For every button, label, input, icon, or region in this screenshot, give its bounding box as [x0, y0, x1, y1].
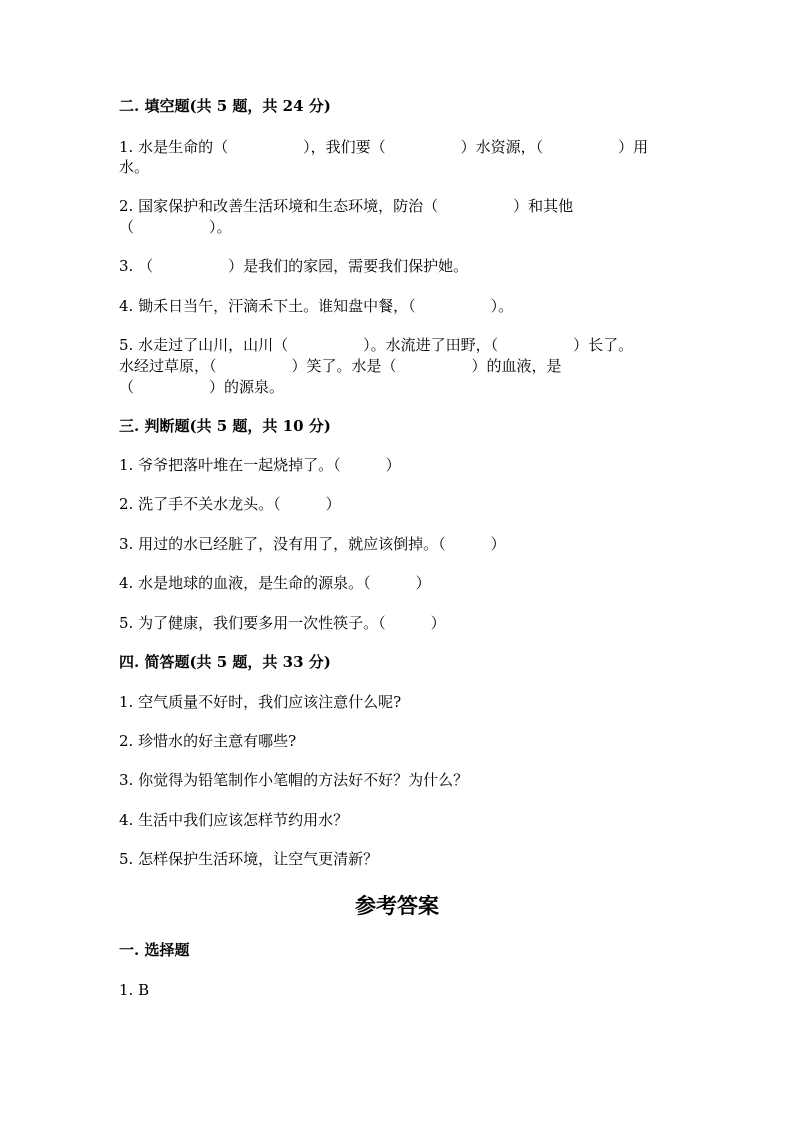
short-question-2: 2. 珍惜水的好主意有哪些? [119, 732, 297, 750]
judge-question-4: 4. 水是地球的血液，是生命的源泉。（ ） [119, 574, 431, 592]
fill-question-5-line-2: 水经过草原，（ ）笑了。水是（ ）的血液，是 [119, 357, 562, 375]
fill-question-1-line-1: 1. 水是生命的（ ），我们要（ ）水资源，（ ）用 [119, 138, 649, 156]
judge-question-3: 3. 用过的水已经脏了，没有用了，就应该倒掉。（ ） [119, 535, 506, 553]
fill-section-heading: 二. 填空题(共 5 题，共 24 分) [119, 97, 331, 115]
fill-question-5-line-3: （ ）的源泉。 [119, 378, 285, 396]
fill-question-3: 3. （ ）是我们的家园，需要我们保护她。 [119, 257, 469, 275]
judge-question-1: 1. 爷爷把落叶堆在一起烧掉了。（ ） [119, 456, 401, 474]
fill-question-1-line-2: 水。 [119, 158, 150, 176]
answer-1: 1. B [119, 981, 150, 999]
short-question-1: 1. 空气质量不好时，我们应该注意什么呢? [119, 693, 402, 711]
answer-key-title: 参考答案 [355, 893, 439, 918]
fill-question-2-line-1: 2. 国家保护和改善生活环境和生态环境，防治（ ）和其他 [119, 197, 574, 215]
short-question-5: 5. 怎样保护生活环境，让空气更清新？ [119, 850, 379, 868]
fill-question-2-line-2: （ ）。 [119, 218, 232, 236]
judge-question-2: 2. 洗了手不关水龙头。（ ） [119, 495, 341, 513]
judge-question-5: 5. 为了健康，我们要多用一次性筷子。（ ） [119, 614, 446, 632]
short-question-3: 3. 你觉得为铅笔制作小笔帽的方法好不好？为什么？ [119, 771, 469, 789]
judge-section-heading: 三. 判断题(共 5 题，共 10 分) [119, 417, 331, 435]
fill-question-4: 4. 锄禾日当午，汗滴禾下土。谁知盘中餐，（ ）。 [119, 297, 514, 315]
answer-section-1-heading: 一. 选择题 [119, 941, 190, 959]
fill-question-5-line-1: 5. 水走过了山川，山川（ ）。水流进了田野，（ ）长了。 [119, 336, 634, 354]
short-question-4: 4. 生活中我们应该怎样节约用水？ [119, 811, 349, 829]
short-answer-section-heading: 四. 简答题(共 5 题，共 33 分) [119, 653, 331, 671]
